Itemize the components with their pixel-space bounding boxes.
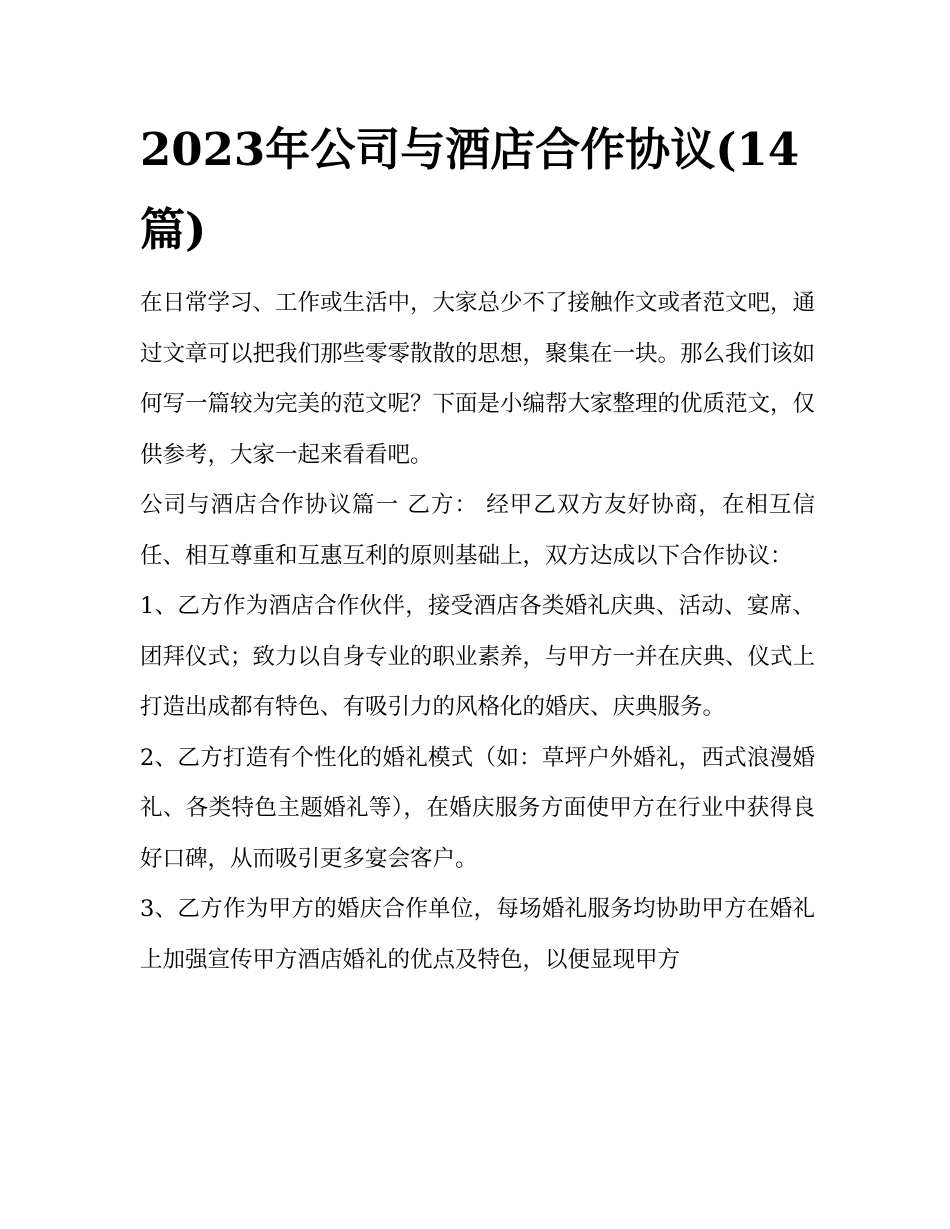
intro-paragraph: 在日常学习、工作或生活中，大家总少不了接触作文或者范文吧，通过文章可以把我们那些零零散散的思想，聚集在一块。那么我们该如何写一篇较为完美的范文呢？下面是小编帮大家整理的优质范文，仅供参考，大家一起来看看吧。: [140, 290, 816, 468]
agreement-preamble: 公司与酒店合作协议篇一 乙方： 经甲乙双方友好协商，在相互信任、相互尊重和互惠互利的原则基础上，双方达成以下合作协议：: [140, 492, 815, 569]
clause-1: 1、乙方作为酒店合作伙伴，接受酒店各类婚礼庆典、活动、宴席、团拜仪式；致力以自身专业的职业素养，与甲方一并在庆典、仪式上打造出成都有特色、有吸引力的风格化的婚庆、庆典服务。: [140, 593, 816, 720]
clause-3: 3、乙方作为甲方的婚庆合作单位，每场婚礼服务均协助甲方在婚礼上加强宣传甲方酒店婚礼的优点及特色，以便显现甲方: [140, 896, 815, 973]
document-title: 2023年公司与酒店合作协议(14篇): [140, 123, 800, 256]
document-page: [140, 110, 815, 985]
clause-2: 2、乙方打造有个性化的婚礼模式（如：草坪户外婚礼，西式浪漫婚礼、各类特色主题婚礼等），在婚庆服务方面使甲方在行业中获得良好口碑，从而吸引更多宴会客户。: [140, 744, 815, 872]
